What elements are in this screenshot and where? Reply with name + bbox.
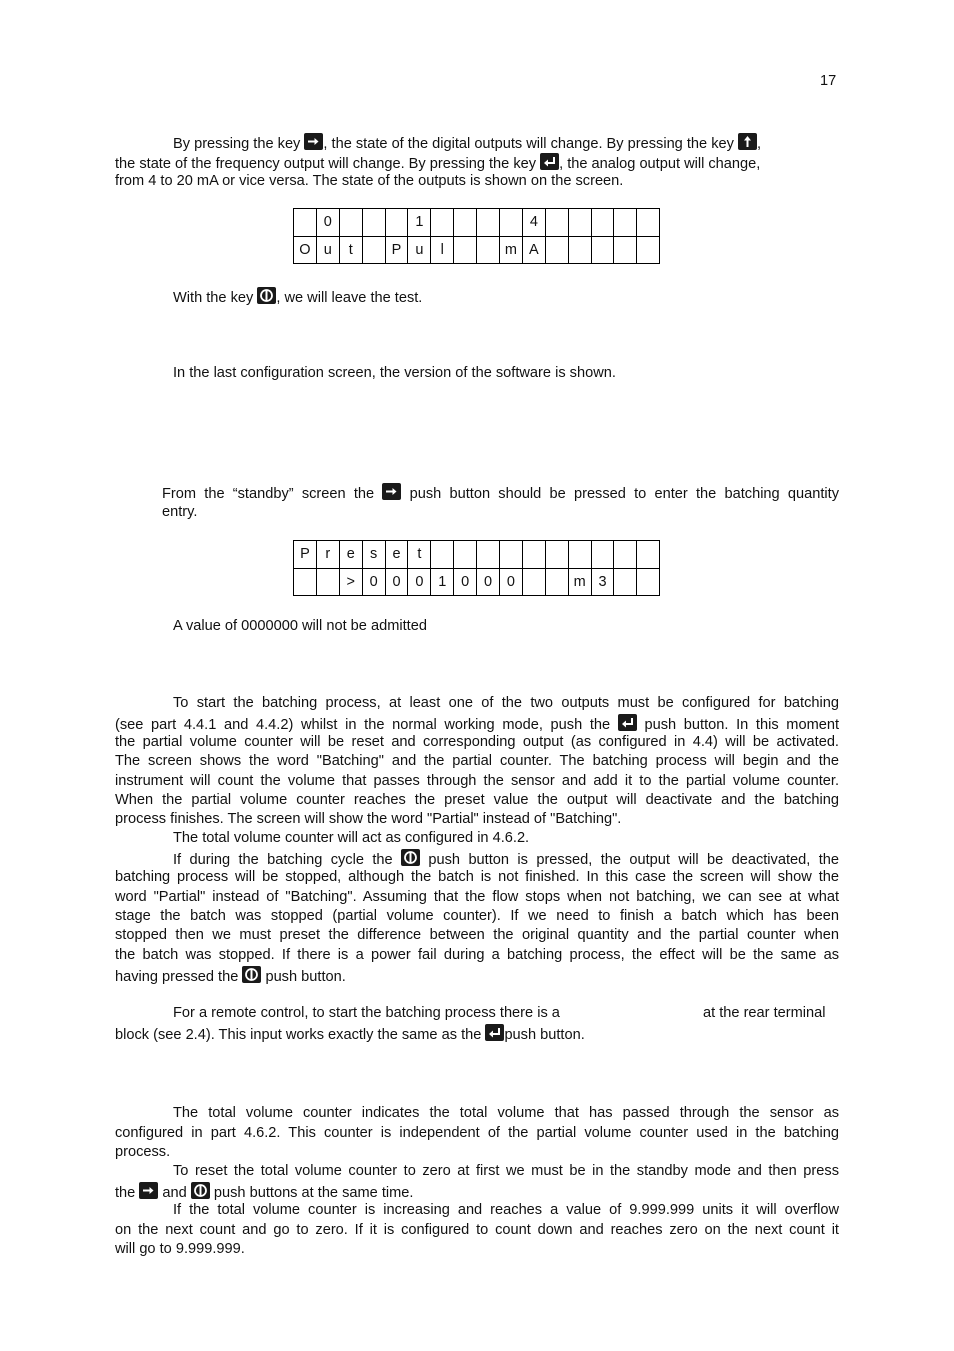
lcd-cell xyxy=(294,209,317,237)
text: push button should be pressed to enter the batching quantity xyxy=(409,486,840,502)
text: push buttons at the same time. xyxy=(213,1185,414,1201)
lcd-cell: 0 xyxy=(385,568,408,596)
lcd-cell xyxy=(454,236,477,264)
lcd-cell: 0 xyxy=(454,568,477,596)
batching-line-6: When the partial volume counter reaches the preset value the output will deactivate and the batching xyxy=(115,792,839,808)
reset-total-line-1: To reset the total volume counter to zero at first we must be in the standby mode and then press xyxy=(173,1163,839,1179)
lcd-cell xyxy=(637,568,660,596)
text: (see part 4.4.1 and 4.4.2) whilst in the normal working mode, push the xyxy=(115,717,611,733)
lcd-cell xyxy=(294,568,317,596)
lcd-cell xyxy=(431,541,454,569)
lcd-cell xyxy=(500,209,523,237)
right-arrow-key-icon xyxy=(304,133,323,150)
remote-line-1b: at the rear terminal xyxy=(703,1005,826,1021)
lcd-cell xyxy=(477,541,500,569)
batching-line-3: the partial volume counter will be reset and corresponding output (as configured in 4.4) will be activated. xyxy=(115,734,839,750)
total-line-1: The total volume counter indicates the total volume that has passed through the sensor as xyxy=(173,1105,839,1121)
paragraph-zero-not-admitted: A value of 0000000 will not be admitted xyxy=(173,618,427,634)
lcd-cell: O xyxy=(294,236,317,264)
lcd-row-1 xyxy=(294,209,660,237)
text: push button. xyxy=(265,969,346,985)
paragraph-standby-line-2: entry. xyxy=(162,504,198,520)
lcd-cell: m xyxy=(568,568,591,596)
lcd-cell: 4 xyxy=(522,209,545,237)
reset-key-icon xyxy=(191,1182,210,1199)
lcd-cell xyxy=(362,236,385,264)
lcd-display-preset xyxy=(293,540,660,596)
lcd-cell xyxy=(339,209,362,237)
lcd-cell xyxy=(591,236,614,264)
lcd-cell: 3 xyxy=(591,568,614,596)
overflow-line-2: on the next count and go to zero. If it is configured to count down and reaches zero on the next count it xyxy=(115,1222,839,1238)
lcd-cell: > xyxy=(339,568,362,596)
text: , we will leave the test. xyxy=(276,290,423,306)
lcd-cell: t xyxy=(339,236,362,264)
text: With the key xyxy=(173,290,254,306)
lcd-cell: 0 xyxy=(500,568,523,596)
total-line-3: process. xyxy=(115,1144,171,1160)
paragraph-leave-test xyxy=(173,287,422,309)
text: having pressed the xyxy=(115,969,239,985)
stop-line-7 xyxy=(115,966,346,988)
text: block (see 2.4). This input works exactly the same as the xyxy=(115,1027,482,1043)
right-arrow-key-icon xyxy=(139,1182,158,1199)
lcd-cell xyxy=(568,541,591,569)
lcd-cell xyxy=(477,236,500,264)
lcd-row-2 xyxy=(294,236,660,264)
lcd-cell: s xyxy=(362,541,385,569)
lcd-cell xyxy=(385,209,408,237)
lcd-cell: m xyxy=(500,236,523,264)
lcd-cell xyxy=(637,541,660,569)
lcd-cell: 0 xyxy=(408,568,431,596)
overflow-line-1: If the total volume counter is increasing and reaches a value of 9.999.999 units it will overflow xyxy=(173,1202,839,1218)
lcd-cell xyxy=(545,541,568,569)
text: , the analog output will change, xyxy=(559,156,761,172)
lcd-cell xyxy=(522,541,545,569)
text: the xyxy=(115,1185,136,1201)
remote-line-1a: For a remote control, to start the batching process there is a xyxy=(173,1005,560,1021)
text: , the state of the digital outputs will change. By pressing the key xyxy=(323,136,734,152)
lcd-cell: P xyxy=(385,236,408,264)
lcd-cell xyxy=(454,209,477,237)
lcd-cell: u xyxy=(408,236,431,264)
text: By pressing the key xyxy=(173,136,301,152)
batching-line-5: instrument will count the volume that passes through the sensor and add it to the partial volume counter. xyxy=(115,773,839,789)
enter-key-icon xyxy=(540,153,559,170)
lcd-cell xyxy=(431,209,454,237)
lcd-cell xyxy=(522,568,545,596)
text: and xyxy=(162,1185,187,1201)
reset-key-icon xyxy=(242,966,261,983)
stop-line-5: stopped then we must preset the difference between the original quantity and the partial counter when xyxy=(115,927,839,943)
stop-line-3: word "Partial" instead of "Batching". Assuming that the flow stops when not batching, we can see at what xyxy=(115,889,839,905)
lcd-cell: 0 xyxy=(477,568,500,596)
stop-line-2: batching process will be stopped, although the batch is not finished. In this case the screen will show the xyxy=(115,869,839,885)
remote-line-2 xyxy=(115,1024,585,1046)
lcd-cell xyxy=(477,209,500,237)
paragraph-software-version: In the last configuration screen, the version of the software is shown. xyxy=(173,365,616,381)
stop-line-6: the batch was stopped. If there is a power fail during a batching process, the effect will be the same as xyxy=(115,947,839,963)
lcd-cell: l xyxy=(431,236,454,264)
lcd-cell xyxy=(637,236,660,264)
lcd-cell: 1 xyxy=(408,209,431,237)
lcd-cell xyxy=(568,209,591,237)
stop-line-4: stage the batch was stopped (partial volume counter). If we need to finish a batch which has been xyxy=(115,908,839,924)
lcd-cell: P xyxy=(294,541,317,569)
paragraph-test-line-3: from 4 to 20 mA or vice versa. The state of the outputs is shown on the screen. xyxy=(115,173,624,189)
text: push button is pressed, the output will be deactivated, the xyxy=(428,852,839,868)
lcd-cell xyxy=(637,209,660,237)
lcd-cell xyxy=(500,541,523,569)
lcd-cell xyxy=(591,209,614,237)
lcd-cell: u xyxy=(316,236,339,264)
batching-line-7: process finishes. The screen will show the word "Partial" instead of "Batching". xyxy=(115,811,622,827)
batching-line-1: To start the batching process, at least one of the two outputs must be configured for batching xyxy=(173,695,839,711)
text: push button. In this moment xyxy=(644,717,840,733)
lcd-cell xyxy=(614,236,637,264)
lcd-cell xyxy=(545,568,568,596)
reset-key-icon xyxy=(257,287,276,304)
lcd-cell xyxy=(316,568,339,596)
lcd-cell: A xyxy=(522,236,545,264)
lcd-cell: t xyxy=(408,541,431,569)
lcd-cell xyxy=(568,236,591,264)
paragraph-standby-line-1 xyxy=(162,483,839,505)
up-arrow-key-icon xyxy=(738,133,757,150)
total-counter-note: The total volume counter will act as configured in 4.6.2. xyxy=(173,830,530,846)
lcd-cell xyxy=(362,209,385,237)
lcd-cell xyxy=(614,541,637,569)
lcd-cell xyxy=(545,209,568,237)
lcd-cell: e xyxy=(385,541,408,569)
lcd-cell: r xyxy=(316,541,339,569)
enter-key-icon xyxy=(618,714,637,731)
lcd-cell: e xyxy=(339,541,362,569)
lcd-display-outputs xyxy=(293,208,660,264)
lcd-row-2 xyxy=(294,568,660,596)
lcd-cell xyxy=(454,541,477,569)
lcd-cell xyxy=(614,568,637,596)
lcd-cell: 1 xyxy=(431,568,454,596)
batching-line-4: The screen shows the word "Batching" and the partial counter. The batching process will begin and the xyxy=(115,753,839,769)
text: From the “standby” screen the xyxy=(162,486,375,502)
text: push button. xyxy=(504,1027,585,1043)
text: If during the batching cycle the xyxy=(173,852,393,868)
enter-key-icon xyxy=(485,1024,504,1041)
lcd-cell xyxy=(591,541,614,569)
paragraph-test-line-1 xyxy=(173,133,761,155)
reset-key-icon xyxy=(401,849,420,866)
text: the state of the frequency output will change. By pressing the key xyxy=(115,156,537,172)
overflow-line-3: will go to 9.999.999. xyxy=(115,1241,245,1257)
lcd-cell: 0 xyxy=(316,209,339,237)
right-arrow-key-icon xyxy=(382,483,401,500)
lcd-row-1 xyxy=(294,541,660,569)
lcd-cell: 0 xyxy=(362,568,385,596)
text: , xyxy=(756,136,762,152)
lcd-cell xyxy=(614,209,637,237)
total-line-2: configured in part 4.6.2. This counter is independent of the partial volume counter used in the batching xyxy=(115,1125,839,1141)
page-number: 17 xyxy=(820,73,837,89)
lcd-cell xyxy=(545,236,568,264)
